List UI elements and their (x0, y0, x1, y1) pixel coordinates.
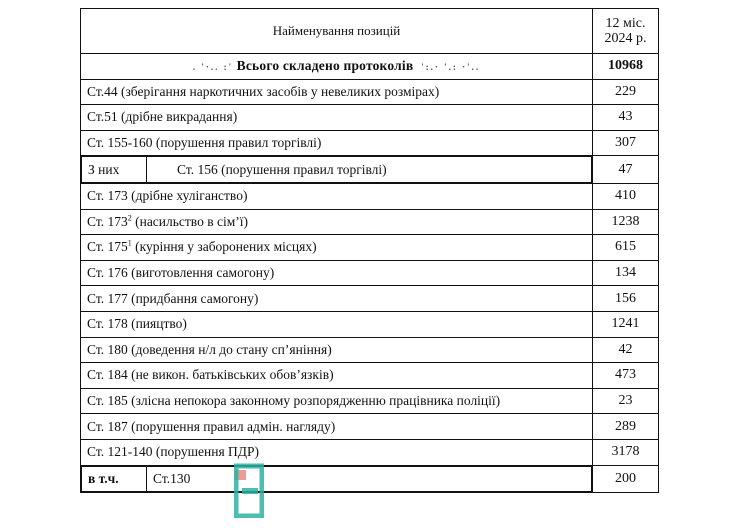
table-row (81, 105, 659, 131)
table-row-subgroup (81, 156, 659, 184)
row-value: 615 (593, 235, 659, 261)
row-label (81, 209, 593, 235)
row-label: Ст. 187 (порушення правил адмін. нагляду) (81, 414, 593, 440)
total-value: 10968 (593, 54, 659, 80)
row-label: Ст. 173 (дрібне хуліганство) (81, 183, 593, 209)
period-line-1: 12 міс. (605, 16, 646, 31)
row-label: Ст. 177 (придбання самогону) (81, 286, 593, 312)
row-label-rest: (куріння у заборонених місцях) (131, 239, 317, 255)
row-value: 3178 (593, 439, 659, 465)
total-label-cell (81, 54, 593, 80)
scan-noise: . '·.. :' (192, 62, 234, 73)
row-value: 43 (593, 105, 659, 131)
row-value: 134 (593, 260, 659, 286)
table-row (81, 337, 659, 363)
row-value: 200 (593, 465, 659, 493)
row-label-sup: 2 (127, 213, 132, 223)
row-value: 156 (593, 286, 659, 312)
protocols-table (80, 8, 659, 493)
row-label-rest: (насильство в сім’ї) (131, 213, 248, 229)
row-label: Ст. 185 (злісна непокора законному розпорядженню працівника поліції) (81, 388, 593, 414)
table-row (81, 130, 659, 156)
table-row (81, 439, 659, 465)
row-value: 229 (593, 79, 659, 105)
table-row (81, 414, 659, 440)
table-row (81, 183, 659, 209)
table-row (81, 311, 659, 337)
row-label-sup: 1 (127, 238, 132, 248)
row-label: Ст.51 (дрібне викрадання) (81, 105, 593, 131)
row-value: 473 (593, 363, 659, 389)
row-label (81, 235, 593, 261)
row-label-main: Ст. 173 (87, 213, 128, 229)
row-label: Ст. 178 (пияцтво) (81, 311, 593, 337)
table-row (81, 363, 659, 389)
row-label: Ст.130 (147, 466, 592, 492)
table-row (81, 286, 659, 312)
scan-noise: ':.· '.: ·'.. (416, 62, 481, 73)
row-label: Ст. 176 (виготовлення самогону) (81, 260, 593, 286)
row-label-split (81, 465, 593, 493)
row-value: 42 (593, 337, 659, 363)
header-period-cell (593, 9, 659, 54)
header-row (81, 9, 659, 54)
table-row (81, 209, 659, 235)
total-row (81, 54, 659, 80)
row-label: Ст. 156 (порушення правил торгівлі) (147, 157, 592, 183)
row-prefix: З них (82, 157, 147, 183)
row-label-split (81, 156, 593, 184)
table-row (81, 388, 659, 414)
table-row (81, 235, 659, 261)
table-row (81, 79, 659, 105)
row-label: Ст. 180 (доведення н/л до стану сп’яніння) (81, 337, 593, 363)
table-row (81, 260, 659, 286)
row-value: 410 (593, 183, 659, 209)
row-label: Ст. 155-160 (порушення правил торгівлі) (81, 130, 593, 156)
period-line-2: 2024 р. (604, 31, 647, 46)
row-value: 1241 (593, 311, 659, 337)
header-name-cell: Найменування позицій (81, 9, 593, 54)
row-value: 23 (593, 388, 659, 414)
row-label: Ст. 121-140 (порушення ПДР) (81, 439, 593, 465)
row-value: 307 (593, 130, 659, 156)
row-value: 1238 (593, 209, 659, 235)
row-label: Ст. 184 (не викон. батьківських обов’язків) (81, 363, 593, 389)
table-row-subgroup (81, 465, 659, 493)
total-label: Всього складено протоколів (236, 58, 414, 74)
row-label: Ст.44 (зберігання наркотичних засобів у невеликих розмірах) (81, 79, 593, 105)
row-value: 47 (593, 156, 659, 184)
row-label-main: Ст. 175 (87, 239, 128, 255)
row-prefix: в т.ч. (82, 466, 147, 492)
row-value: 289 (593, 414, 659, 440)
